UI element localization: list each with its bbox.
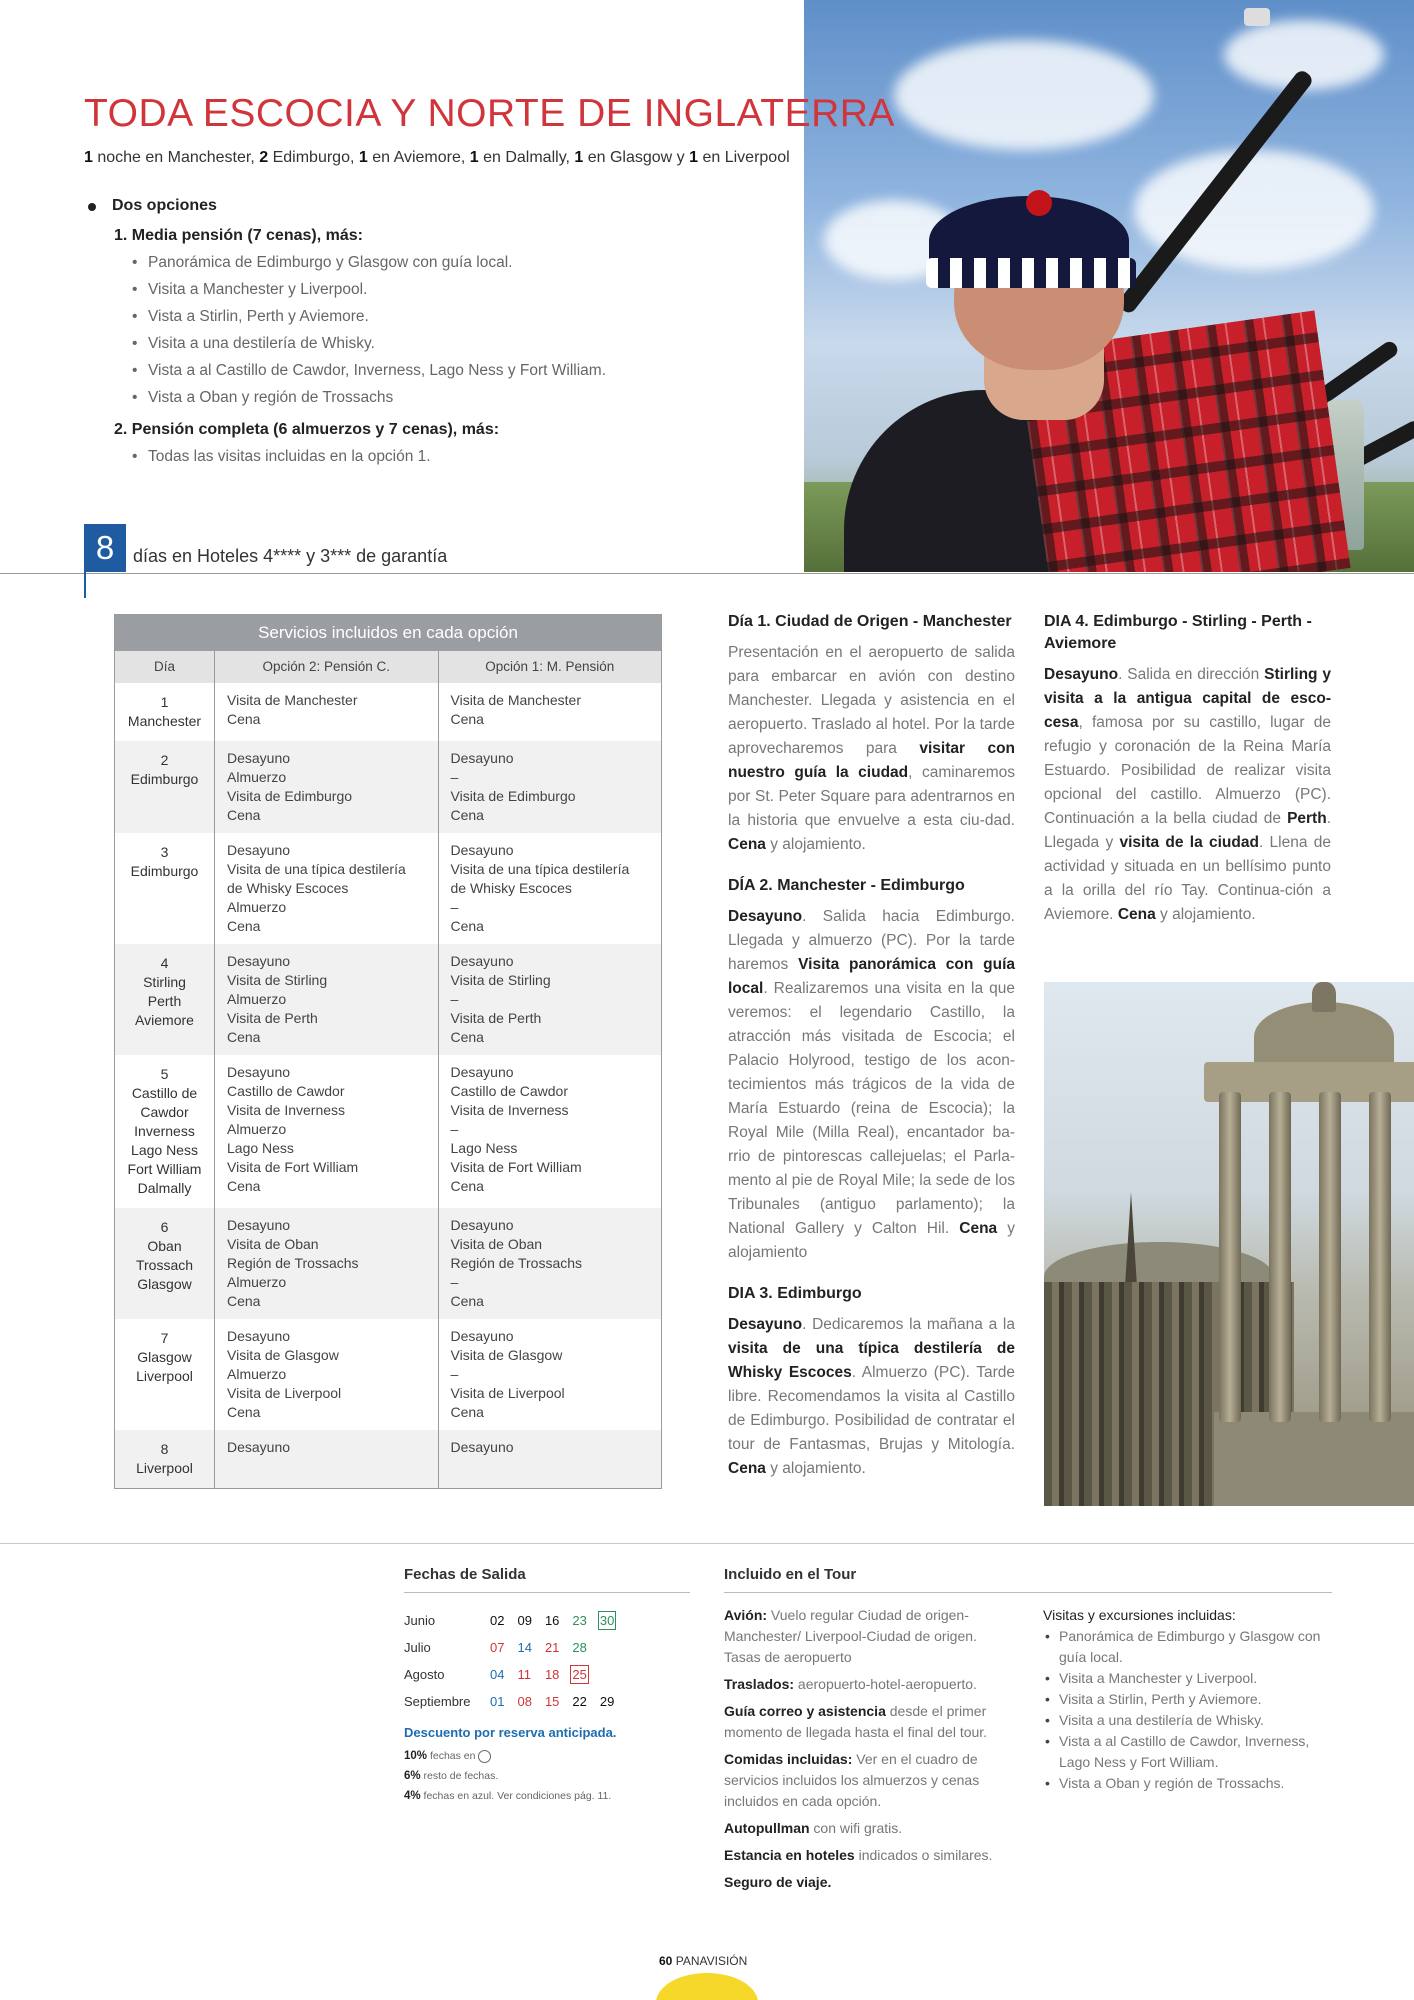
visit-item: • Vista a Oban y región de Trossachs. — [1043, 1773, 1332, 1794]
days-hotels-text: días en Hoteles 4**** y 3*** de garantía — [133, 546, 448, 566]
cell-line: Cena — [450, 710, 484, 727]
cell-line: Castillo de — [131, 1084, 198, 1101]
table-row — [115, 741, 662, 833]
bold-phrase: visitar con nuestro guía la ciudad — [728, 740, 1015, 781]
visit-item: • Visita a Stirlin, Perth y Aviemore. — [1043, 1689, 1332, 1710]
departure-day — [490, 1607, 517, 1634]
cell-line: Región de Trossachs — [450, 1254, 583, 1271]
bold-phrase: visita de una típica destilería de Whisky Escoces — [728, 1340, 1015, 1381]
table-header-cell: Opción 2: Pensión C. — [215, 651, 439, 683]
cell-line: Desayuno — [450, 749, 514, 766]
text-run: y alojamiento — [728, 1220, 1015, 1261]
bold-phrase: Comidas incluidas: — [724, 1751, 853, 1767]
discount-text: resto de fechas. — [420, 1770, 499, 1782]
cell-line: – — [450, 1273, 459, 1290]
text-run: Vuelo regular Ciudad de origen-Manchester/ Liverpool-Ciudad de origen. Tasas de aeropuerto — [724, 1607, 977, 1665]
day-number: 01 — [490, 1694, 505, 1709]
table-row — [115, 944, 662, 1055]
brand-sun-decoration — [656, 1973, 758, 2000]
visit-item: • Vista a al Castillo de Cawdor, Inverness, Lago Ness y Fort William. — [1043, 1731, 1332, 1773]
included-item — [724, 1872, 1013, 1893]
day-number: 09 — [517, 1613, 532, 1628]
table-header-cell: Opción 1: M. Pensión — [438, 651, 662, 683]
itinerary-column-1 — [728, 611, 1015, 1499]
services-table — [114, 614, 662, 1489]
bold-phrase: Stirling y visita a la antigua capital de esco-cesa — [1044, 666, 1331, 731]
cell-line: 4 — [160, 954, 169, 971]
cell-line: Cena — [227, 1403, 261, 1420]
half-board-cell — [438, 683, 662, 741]
cell-line: Visita de Manchester — [227, 691, 358, 708]
cell-line: Desayuno — [450, 1216, 514, 1233]
text-run: y alojamiento. — [765, 1460, 866, 1477]
cell-line: 3 — [160, 843, 169, 860]
text-run: Presentación en el aeropuerto de salida para embarcar en avión con destino Manchester. Llegada y asistencia en el aeropuerto. Traslado al hotel. Por la tarde aprovecharemos para — [728, 644, 1015, 757]
full-board-cell — [215, 944, 439, 1055]
cell-line: Desayuno — [227, 1327, 291, 1344]
cell-line: Lago Ness — [227, 1139, 294, 1156]
discount-percent: 6% — [404, 1770, 421, 1782]
bold-phrase: visita de la ciudad — [1119, 834, 1259, 851]
cell-line: Visita de Perth — [227, 1009, 318, 1026]
month-label: Junio — [404, 1613, 436, 1628]
included-item — [724, 1605, 1013, 1668]
options-heading: Dos opciones — [84, 197, 784, 215]
option1-item: • Vista a al Castillo de Cawdor, Inverness, Lago Ness y Fort William. — [132, 357, 784, 384]
text-run: . Realizaremos una visita en la que veremos: el legendario Castillo, la atracción más visitada de Escocia; el Palacio Holyrood, testigo de los acon-tecimientos más trágicos de la vida de María Estuardo (reina de Escocia); la Royal Mile (Milla Real), encantador ba-rrio de pintorescas callejuelas; el Parla-mento al pie de Royal Mile; la sede de los Tribunales (antiguo parlamento); la National Gallery y Calton Hil. — [728, 980, 1015, 1237]
cell-line: Cena — [450, 1177, 484, 1194]
included-item — [724, 1674, 1013, 1695]
day-number: 04 — [490, 1667, 505, 1682]
text-run: . Dedicaremos la mañana a la — [802, 1316, 1015, 1333]
dates-title: Fechas de Salida — [404, 1566, 690, 1593]
discount-row — [404, 1786, 690, 1806]
cell-line: Almuerzo — [227, 898, 287, 915]
cell-line: Castillo de Cawdor — [450, 1082, 568, 1099]
day-number: 29 — [599, 1694, 615, 1709]
text-run: . Llegada y — [1044, 810, 1331, 851]
cell-line: Visita de Oban — [227, 1235, 319, 1252]
day4-title: DIA 4. Edimburgo - Stirling - Perth - Aviemore — [1044, 613, 1312, 652]
day-cell — [115, 944, 215, 1055]
text-run: con wifi gratis. — [809, 1820, 903, 1836]
cell-line: Desayuno — [450, 1063, 514, 1080]
cell-line: Visita de Perth — [450, 1009, 542, 1026]
half-board-cell — [438, 1319, 662, 1430]
option1-item: • Visita a una destilería de Whisky. — [132, 330, 784, 357]
bold-phrase: Desayuno — [728, 1316, 803, 1333]
half-board-cell — [438, 944, 662, 1055]
cell-line: Visita de Inverness — [450, 1101, 569, 1118]
cell-line: Desayuno — [227, 1063, 291, 1080]
text-run: , famosa por su castillo, lugar de refugio y coronación de la Reina María Estuardo. Posibilidad de realizar visita opcional del castillo. Almuerzo (PC). Continuación a la bella ciudad de — [1044, 714, 1331, 827]
visit-item: • Visita a Manchester y Liverpool. — [1043, 1668, 1332, 1689]
cell-line: Visita de Stirling — [227, 971, 328, 988]
departure-day — [600, 1688, 627, 1715]
text-run: y alojamiento. — [765, 836, 866, 853]
itinerary-column-2 — [1044, 611, 1331, 945]
services-table-caption: Servicios incluidos en cada opción — [115, 615, 662, 651]
full-board-cell — [215, 1430, 439, 1489]
cell-line: Cena — [227, 1177, 261, 1194]
dates-row — [404, 1688, 627, 1715]
departure-day — [545, 1607, 572, 1634]
page-title: TODA ESCOCIA Y NORTE DE INGLATERRA — [84, 92, 895, 135]
nights-count: 1 — [689, 149, 699, 166]
month-label: Agosto — [404, 1667, 445, 1682]
cell-line: Cena — [227, 917, 261, 934]
cell-line: Desayuno — [227, 841, 291, 858]
cell-line: Desayuno — [450, 1327, 514, 1344]
bold-phrase: Estancia en hoteles — [724, 1847, 855, 1863]
cell-line: Visita de Fort William — [450, 1158, 582, 1175]
text-run: . Llena de actividad y situada en un bellísimo punto a la orilla del río Tay. Continua-ción a Aviemore. — [1044, 834, 1331, 923]
departure-day — [572, 1607, 599, 1634]
discount-percent: 4% — [404, 1790, 421, 1802]
full-board-cell — [215, 741, 439, 833]
month-label: Julio — [404, 1640, 431, 1655]
day-number: 21 — [544, 1640, 560, 1655]
discount-row — [404, 1766, 690, 1786]
cell-line: – — [450, 1120, 459, 1137]
circle-marker-icon — [478, 1750, 491, 1763]
departure-day — [545, 1661, 572, 1688]
cell-line: – — [450, 768, 459, 785]
cell-line: Manchester — [127, 712, 202, 729]
included-item — [724, 1701, 1013, 1743]
cell-line: – — [450, 1365, 459, 1382]
cell-line: Visita de Manchester — [450, 691, 581, 708]
visit-item: • Panorámica de Edimburgo y Glasgow con guía local. — [1043, 1626, 1332, 1668]
days-number-badge: 8 — [84, 524, 126, 572]
full-board-cell — [215, 683, 439, 741]
departure-day — [600, 1607, 627, 1634]
text-run: Ver en el cuadro de servicios incluidos los almuerzos y cenas incluidos en cada opción. — [724, 1751, 980, 1809]
nights-count: 1 — [469, 149, 479, 166]
cell-line: Trossach — [135, 1256, 194, 1273]
day-cell — [115, 1430, 215, 1489]
visit-item: • Visita a una destilería de Whisky. — [1043, 1710, 1332, 1731]
nights-place: Edimburgo, — [268, 149, 359, 166]
cell-line: Fort William — [127, 1160, 202, 1177]
text-run: . Almuerzo (PC). Tarde libre. Recomendamos la visita al Castillo de Edimburgo. Posibilidad de contratar el tour de Fantasmas, Brujas y Mitología. — [728, 1364, 1015, 1453]
full-board-cell — [215, 1055, 439, 1208]
discount-title: Descuento por reserva anticipada. — [404, 1725, 617, 1740]
cell-line: Almuerzo — [227, 1365, 287, 1382]
day-cell — [115, 683, 215, 741]
cell-line: Aviemore — [135, 1011, 194, 1028]
half-board-cell — [438, 833, 662, 944]
nights-count: 2 — [259, 149, 269, 166]
discount-percent: 10% — [404, 1750, 428, 1762]
cell-line: Visita de Edimburgo — [227, 787, 353, 804]
included-item — [724, 1845, 1013, 1866]
cell-line: Desayuno — [450, 841, 514, 858]
cell-line: Stirling — [143, 973, 186, 990]
bold-phrase: Cena — [1117, 906, 1156, 923]
departure-dates — [404, 1566, 690, 1806]
departure-day — [490, 1634, 517, 1661]
half-board-cell — [438, 1208, 662, 1319]
option2-title: 2. Pensión completa (6 almuerzos y 7 cenas), más: — [114, 421, 500, 438]
days-badge-tick — [84, 572, 86, 598]
cell-line: Visita de Oban — [450, 1235, 543, 1252]
cell-line: Edimburgo — [130, 862, 199, 879]
cell-line: Lago Ness — [450, 1139, 518, 1156]
day-number: 02 — [490, 1613, 505, 1628]
cell-line: Glasgow — [137, 1348, 192, 1365]
cell-line: Glasgow — [137, 1275, 192, 1292]
bold-phrase: Guía correo y asistencia — [724, 1703, 886, 1719]
included-section — [724, 1566, 1332, 1899]
day-number: 25 — [572, 1667, 587, 1682]
cell-line: Edimburgo — [130, 770, 199, 787]
bold-phrase: Desayuno — [728, 908, 803, 925]
nights-place: en Glasgow y — [583, 149, 690, 166]
day3-title: DIA 3. Edimburgo — [728, 1285, 862, 1302]
dates-row — [404, 1634, 627, 1661]
departure-day — [490, 1688, 517, 1715]
included-services — [724, 1605, 1013, 1899]
departure-day — [545, 1634, 572, 1661]
cell-line: de Whisky Escoces — [227, 879, 349, 896]
departure-day — [517, 1607, 544, 1634]
day2-title: DÍA 2. Manchester - Edimburgo — [728, 877, 965, 894]
option2-list — [84, 443, 784, 470]
cell-line: Visita de Liverpool — [227, 1384, 342, 1401]
cell-line: Cena — [450, 1028, 484, 1045]
bold-phrase: Cena — [728, 836, 766, 853]
departure-day — [545, 1688, 572, 1715]
cell-line: Desayuno — [450, 952, 514, 969]
cell-line: Visita de Glasgow — [450, 1346, 563, 1363]
nights-count: 1 — [84, 149, 93, 166]
full-board-cell — [215, 1208, 439, 1319]
cell-line: Cena — [227, 1028, 261, 1045]
included-item — [724, 1749, 1013, 1812]
day-cell — [115, 833, 215, 944]
cell-line: Desayuno — [227, 1438, 291, 1455]
cell-line: 8 — [160, 1440, 169, 1457]
day-cell — [115, 1319, 215, 1430]
discount-row — [404, 1746, 690, 1766]
text-run: , caminaremos por St. Peter Square para adentrarnos en la historia que envuelve a esta ciu-dad. — [728, 764, 1015, 829]
day-number: 14 — [517, 1640, 532, 1655]
cell-line: Desayuno — [227, 749, 291, 766]
bold-phrase: Visita panorámica con guía local — [728, 956, 1015, 997]
table-row — [115, 1055, 662, 1208]
table-row — [115, 1430, 662, 1489]
day-number: 08 — [517, 1694, 532, 1709]
day-number: 30 — [599, 1613, 615, 1628]
day-number: 07 — [490, 1640, 505, 1655]
cell-line: 5 — [160, 1065, 169, 1082]
departure-day — [572, 1634, 599, 1661]
day-number: 11 — [517, 1667, 531, 1682]
option2-item: • Todas las visitas incluidas en la opción 1. — [132, 443, 784, 470]
included-visits — [1043, 1605, 1332, 1899]
departure-day — [572, 1688, 599, 1715]
nights-place: en Liverpool — [698, 149, 790, 166]
dates-row — [404, 1607, 627, 1634]
discount-list — [404, 1746, 690, 1806]
bold-phrase: Traslados: — [724, 1676, 795, 1692]
page-number: 60 — [659, 1954, 673, 1968]
cell-line: Almuerzo — [227, 990, 287, 1007]
cell-line: Cena — [450, 806, 484, 823]
cell-line: – — [450, 990, 459, 1007]
option1-item: • Vista a Stirlin, Perth y Aviemore. — [132, 303, 784, 330]
nights-place: en Aviemore, — [367, 149, 470, 166]
option1-item: • Vista a Oban y región de Trossachs — [132, 384, 784, 411]
cell-line: Visita de Edimburgo — [450, 787, 576, 804]
section-divider — [0, 573, 1414, 574]
half-board-cell — [438, 1430, 662, 1489]
bold-phrase: Cena — [959, 1220, 998, 1237]
cell-line: Castillo de Cawdor — [227, 1082, 345, 1099]
cell-line: Cena — [450, 1292, 484, 1309]
bold-phrase: Desayuno — [1044, 666, 1119, 683]
cell-line: Cena — [450, 917, 484, 934]
day4-text — [1044, 663, 1331, 927]
visits-title: Visitas y excursiones incluidas: — [1043, 1607, 1236, 1623]
day-cell — [115, 1208, 215, 1319]
cell-line: Cena — [227, 710, 261, 727]
cell-line: – — [450, 898, 459, 915]
bold-phrase: Autopullman — [724, 1820, 810, 1836]
half-board-cell — [438, 741, 662, 833]
option1-item: • Visita a Manchester y Liverpool. — [132, 276, 784, 303]
cell-line: Visita de una típica destilería — [227, 860, 406, 877]
options-section — [84, 197, 784, 470]
discount-text: fechas en azul. Ver condiciones pág. 11. — [420, 1790, 612, 1802]
day-number: 15 — [544, 1694, 560, 1709]
cell-line: Desayuno — [227, 952, 291, 969]
table-row — [115, 683, 662, 741]
bold-phrase: Avión: — [724, 1607, 768, 1623]
cell-line: Almuerzo — [227, 1120, 287, 1137]
departure-day — [517, 1688, 544, 1715]
bottom-divider — [0, 1543, 1414, 1544]
page-footer — [659, 1954, 747, 1968]
day2-text — [728, 905, 1015, 1265]
bold-phrase: Seguro de viaje. — [724, 1874, 832, 1890]
nights-count: 1 — [358, 149, 368, 166]
table-row — [115, 1319, 662, 1430]
cell-line: Dalmally — [137, 1179, 192, 1196]
cell-line: Cena — [227, 1292, 261, 1309]
departure-day — [490, 1661, 517, 1688]
dates-table — [404, 1607, 627, 1715]
table-header-cell: Día — [115, 651, 215, 683]
cell-line: Cena — [227, 806, 261, 823]
text-run: . Salida en dirección — [1118, 666, 1265, 683]
cell-line: Visita de Inverness — [227, 1101, 346, 1118]
day-cell — [115, 741, 215, 833]
option1-item: • Panorámica de Edimburgo y Glasgow con guía local. — [132, 249, 784, 276]
day-number: 22 — [572, 1694, 587, 1709]
text-run: desde el primer momento de llegada hasta el final del tour. — [724, 1703, 988, 1740]
day-number: 23 — [572, 1613, 587, 1628]
cell-line: Inverness — [134, 1122, 195, 1139]
cell-line: de Whisky Escoces — [450, 879, 572, 896]
day-number: 18 — [544, 1667, 560, 1682]
month-label: Septiembre — [404, 1694, 471, 1709]
day-cell — [115, 1055, 215, 1208]
cell-line: Visita de Glasgow — [227, 1346, 339, 1363]
nights-place: noche en Manchester, — [92, 149, 260, 166]
option1-list — [84, 249, 784, 411]
departure-day — [517, 1634, 544, 1661]
day3-text — [728, 1313, 1015, 1481]
day-number: 28 — [572, 1640, 587, 1655]
bold-phrase: Cena — [728, 1460, 766, 1477]
cell-line: Desayuno — [227, 1216, 291, 1233]
text-run: aeropuerto-hotel-aeropuerto. — [794, 1676, 977, 1692]
cell-line: 2 — [160, 751, 169, 768]
option1-title: 1. Media pensión (7 cenas), más: — [114, 227, 363, 244]
cell-line: 6 — [160, 1218, 169, 1235]
departure-day — [572, 1661, 599, 1688]
cell-line: Región de Trossachs — [227, 1254, 359, 1271]
bold-phrase: Perth — [1287, 810, 1327, 827]
full-board-cell — [215, 833, 439, 944]
included-title: Incluido en el Tour — [724, 1566, 1332, 1593]
cell-line: Lago Ness — [131, 1141, 198, 1158]
text-run: y alojamiento. — [1155, 906, 1256, 923]
bagpiper-photo — [804, 0, 1414, 572]
included-item — [724, 1818, 1013, 1839]
day-number: 16 — [544, 1613, 560, 1628]
cell-line: Visita de una típica destilería — [450, 860, 630, 877]
text-run: . Salida hacia Edimburgo. Llegada y almuerzo (PC). Por la tarde haremos — [728, 908, 1015, 973]
edinburgh-monument-photo — [1044, 982, 1414, 1506]
cell-line: Almuerzo — [227, 768, 287, 785]
cell-line: Cawdor — [140, 1103, 189, 1120]
cell-line: Cena — [450, 1403, 484, 1420]
dates-row — [404, 1661, 627, 1688]
half-board-cell — [438, 1055, 662, 1208]
nights-count: 1 — [574, 149, 584, 166]
discount-text: fechas en — [427, 1750, 479, 1762]
cell-line: Almuerzo — [227, 1273, 287, 1290]
table-row — [115, 833, 662, 944]
cell-line: 1 — [160, 693, 169, 710]
text-run: indicados o similares. — [854, 1847, 993, 1863]
cell-line: Oban — [147, 1237, 182, 1254]
cell-line: Desayuno — [450, 1438, 514, 1455]
cell-line: Perth — [147, 992, 182, 1009]
cell-line: 7 — [160, 1329, 169, 1346]
cell-line: Visita de Fort William — [227, 1158, 359, 1175]
cell-line: Visita de Stirling — [450, 971, 551, 988]
nights-summary — [84, 149, 790, 167]
full-board-cell — [215, 1319, 439, 1430]
cell-line: Liverpool — [136, 1367, 193, 1384]
table-row — [115, 1208, 662, 1319]
departure-day — [517, 1661, 544, 1688]
cell-line: Liverpool — [136, 1459, 193, 1476]
nights-place: en Dalmally, — [478, 149, 575, 166]
cell-line: Visita de Liverpool — [450, 1384, 565, 1401]
brand-name: PANAVISIÓN — [675, 1954, 748, 1968]
day1-title: Día 1. Ciudad de Origen - Manchester — [728, 613, 1012, 630]
day1-text — [728, 641, 1015, 857]
